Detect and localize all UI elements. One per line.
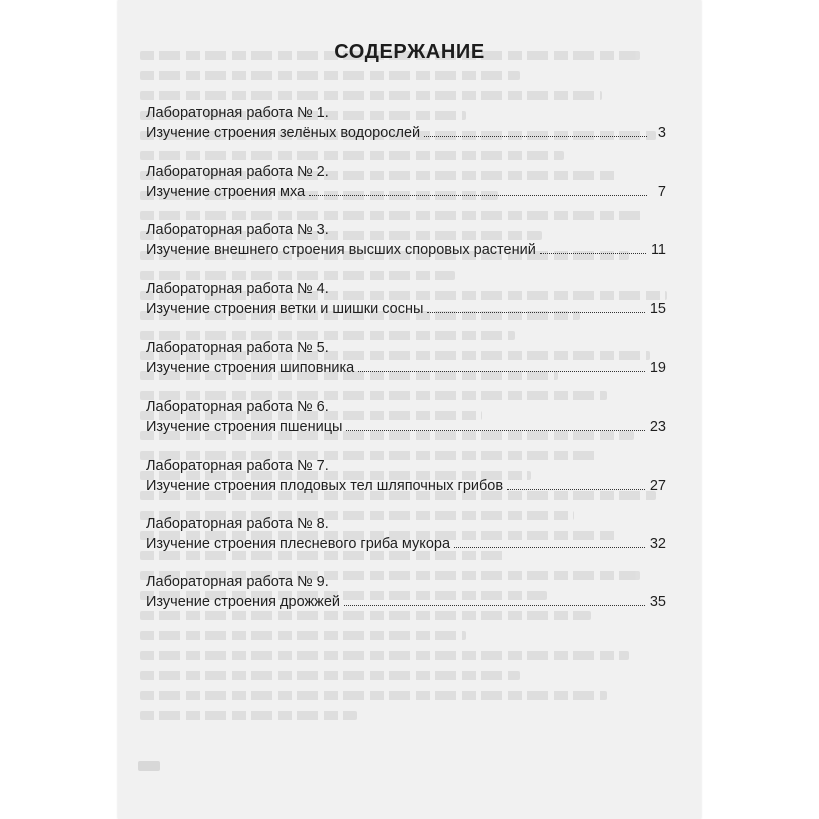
toc-entry-page: 7	[657, 184, 666, 200]
toc-entry-page: 27	[649, 478, 666, 494]
toc-entry-lab-number: Лабораторная работа № 7.	[146, 458, 329, 474]
toc-entry-name: Изучение строения плодовых тел шляпочных грибов	[146, 478, 504, 494]
toc-entry-page: 11	[650, 242, 666, 258]
toc-entry-page: 19	[649, 360, 666, 376]
dot-leader	[309, 195, 647, 196]
toc-entry-9[interactable]	[146, 572, 666, 612]
dot-leader	[454, 547, 645, 548]
dot-leader	[507, 489, 645, 490]
toc-entry-lab-number: Лабораторная работа № 9.	[146, 574, 329, 590]
show-through-page-number	[138, 761, 160, 771]
toc-entry-lab-number: Лабораторная работа № 5.	[146, 340, 329, 356]
dot-leader	[346, 430, 644, 431]
toc-entry-lab-number: Лабораторная работа № 8.	[146, 516, 329, 532]
toc-entry-name: Изучение внешнего строения высших споровых растений	[146, 242, 536, 258]
toc-entry-name: Изучение строения плесневого гриба мукора	[146, 536, 451, 552]
toc-entry-4[interactable]	[146, 279, 666, 319]
toc-entry-lab-number: Лабораторная работа № 3.	[146, 222, 329, 238]
book-page	[118, 0, 701, 819]
toc-entry-7[interactable]	[146, 456, 666, 496]
toc-entry-3[interactable]	[146, 220, 666, 260]
toc-entry-lab-number: Лабораторная работа № 1.	[146, 105, 329, 121]
toc-entry-name: Изучение строения зелёных водорослей	[146, 125, 421, 141]
toc-entry-name: Изучение строения пшеницы	[146, 419, 343, 435]
toc-entry-6[interactable]	[146, 397, 666, 437]
toc-entry-name: Изучение строения ветки и шишки сосны	[146, 301, 424, 317]
toc-entry-page: 32	[649, 536, 666, 552]
toc-entry-page: 15	[649, 301, 666, 317]
toc-entry-page: 35	[649, 594, 666, 610]
toc-entry-name: Изучение строения дрожжей	[146, 594, 341, 610]
dot-leader	[427, 312, 644, 313]
dot-leader	[358, 371, 645, 372]
toc-entry-2[interactable]	[146, 162, 666, 202]
toc-entry-page: 23	[649, 419, 666, 435]
toc-entry-name: Изучение строения шиповника	[146, 360, 355, 376]
page-title: СОДЕРЖАНИЕ	[334, 41, 485, 63]
toc-entry-5[interactable]	[146, 338, 666, 378]
toc-entry-8[interactable]	[146, 514, 666, 554]
dot-leader	[344, 605, 645, 606]
toc-entry-page: 3	[657, 125, 666, 141]
dot-leader	[540, 253, 646, 254]
toc-entry-lab-number: Лабораторная работа № 6.	[146, 399, 329, 415]
toc-entry-1[interactable]	[146, 103, 666, 143]
toc-entry-name: Изучение строения мха	[146, 184, 306, 200]
dot-leader	[424, 136, 647, 137]
toc-entry-lab-number: Лабораторная работа № 2.	[146, 164, 329, 180]
toc-entry-lab-number: Лабораторная работа № 4.	[146, 281, 329, 297]
